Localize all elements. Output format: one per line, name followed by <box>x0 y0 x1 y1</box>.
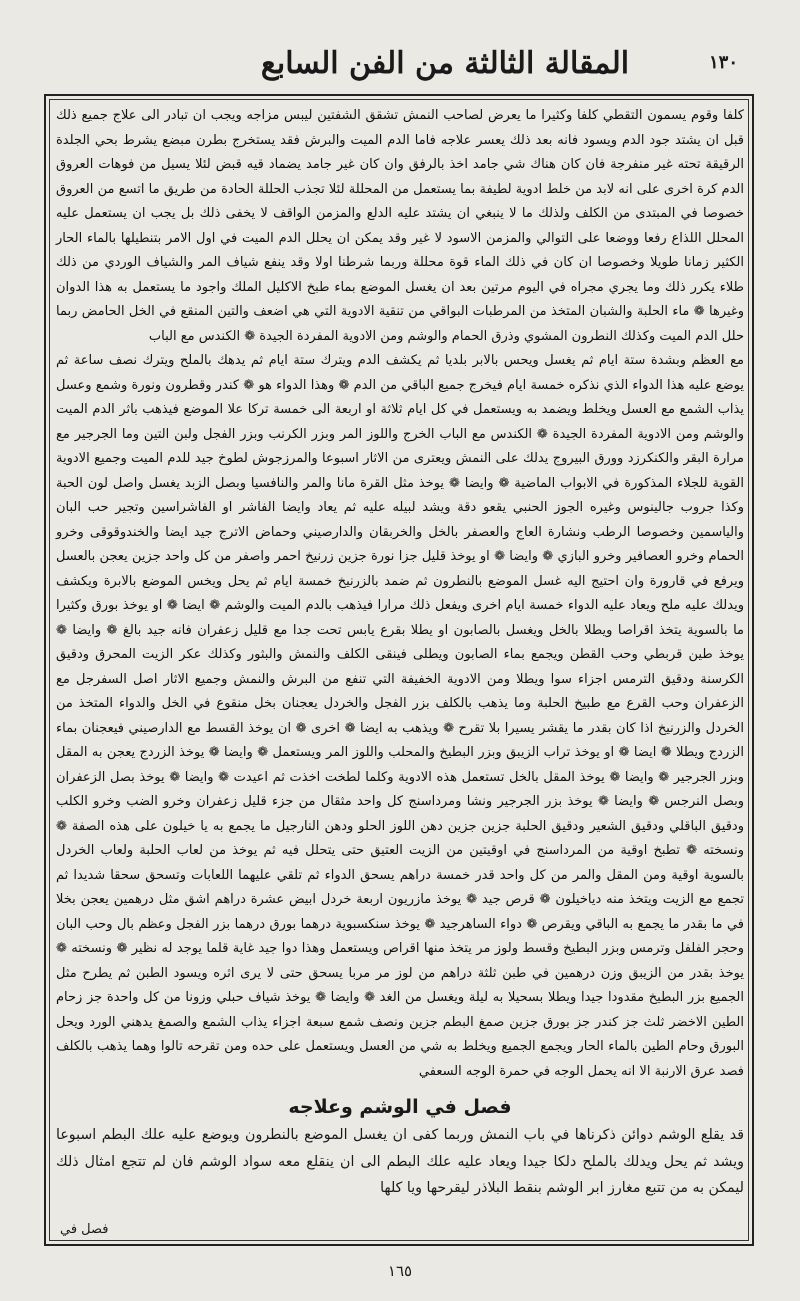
main-text-block <box>56 104 744 1084</box>
section-text: قد يقلع الوشم دوائن ذكرناها في باب النمش وربما كفى ان يغسل الموضع بالنطرون ويوضع عليه علك البطم اسبوعا ويشد ثم يحل ويدلك بالملح دلكا جيدا ويعاد عليه علك البطم الى ان ينقلع معه سواد الوشم فان لم تتجع امثال ذلك ليمكن به من تتبع مغارز ابر الوشم بنقط البلاذر ليقرحها ويا كلها <box>56 1127 744 1197</box>
section-heading: فصل في الوشم وعلاجه <box>288 1096 512 1118</box>
page-header <box>60 40 760 95</box>
catchword: فصل في <box>60 1222 109 1237</box>
page-number: ١٣٠ <box>708 52 738 73</box>
running-title: المقالة الثالثة من الفن السابع <box>260 46 630 81</box>
paragraph: كلفا وقوم يسمون التقطي كلفا وكثيرا ما يعرض لصاحب النمش تشقق الشفتين ليبس مزاجه ويجب ان تبادر الى علاج جميع ذلك قبل ان يشتد جود الدم ويسود فانه بعد ذلك يعسر علاجه فاما الدم الميت والبرش فقد يستخرج بطرن مبضع يشرط بحي الجلدة الرقيقة تحته غير منفرجة فان كان هناك شي جامد اخذ بالرفق وان كان غير جامد يضماد قيه قبض لئلا يسيل من فوهات العروق الدم كرة اخرى على انه لابد من خلط ادوية لطيفة بما يستعمل من المحللة لئلا تجذب الحللة الحادة من طريق ما اتسع من العروق خصوصا في المبتدى من الكلف ولذلك ما لا ينبغي ان يشتد عليه الدلع والمزمن الواقف لا يخفى ذلك بل يجب ان يستعمل عليه المحلل اللذاع رفعا ووضعا على التوالي والمزمن الاسود لا غير وقد يمكن ان يحلل الدم الميت في اول الامر بتنطيلها بالماء الحار الكثير زمانا طويلا وخصوصا ان كان في ذلك الماء قوة محللة وربما شرطنا اولا وقد ينفع شياف المر والشياف الوردي من ذلك طلاء يكرر ذلك وما يجري مجراه في اليوم مرتين بعد ان يغسل الموضع بماء طبخ الاكليل الملك واجود ما يستعمل به هذا الدوان وغيرها ❁ ماء الحلبة والشبان المتخذ من المرطبات البواقي من تنقية الادوية التي هي اضعف والتين المنقع في الخل الحامض ربما حلل الدم الميت وكذلك النطرون المشوي وذرق الحمام والوشم ومن الادوية المفردة الجيدة ❁ الكندس مع الباب <box>56 108 744 344</box>
folio-number: ١٦٥ <box>387 1262 413 1280</box>
paragraph: مع العظم وبشدة ستة ايام ثم يغسل ويحس بالابر بلديا ثم يكشف الدم ويترك ستة ايام ثم يدهك بالملح ويترك نصف ساعة ثم يوضع عليه هذا الدواء الذي نذكره خمسة ايام فيخرج جميع الباقي من الدم ❁ وهذا الدواء هو ❁ كندر وقطرون ونورة وشمع وعسل يذاب الشمع مع العسل ويخلط ويضمد به ويستعمل في كل ايام ثلاثة او اربعة الى خمسة تركا علا الموضع فيذهب باثر الدم الميت والوشم ومن الادوية المفردة الجيدة ❁ الكندس مع الباب الخرج واللوز المر وبزر الكرنب وبزر الفجل ولبن التين وما الجرجير مع مرارة البقر والكنكرزد وورق البيروج يدلك على النمش ويعترى من الاثار اسبوعا والمرزجوش لطوخ جيد للدم الميت وجميع الادوية القوية للجلاء المذكورة في الابواب الماضية ❁ وايضا ❁ يوخذ مثل القرة مانا والمر والنافسيا وبصل الزبد يغسل واصل لون الحبة وكذا جروب جالينوس وغيره الجوز الحنبي يقعو دقة ويشد لبيله عليه ثم يعاد وايضا الفاشر او الفاشراسين وتجير حب البان والياسمين وخصوصا الرطب ونشارة العاج والعصفر بالخل والخربقان والدارصيني وحماض الاترج جيد ايضا والخندوقوقى وخرو الحمام وخرو العصافير وخرو البازي ❁ وايضا ❁ او يوخذ قليل جزا نورة جزين زرنيخ احمر واصفر من كل واحد جزين يعجن بالعسل ويرفع في قارورة وان احتيج اليه غسل الموضع بالنطرون ثم ضمد بالزرنيخ خمسة ايام ثم يحل ويخس الموضع بالابرة ويكشف ويدلك عليه ملح ويعاد عليه الدواء خمسة ايام اخرى ويفعل ذلك مرارا فيذهب بالدم الميت والوشم ❁ ايضا ❁ او يوخذ بورق وكثيرا ما بالسوية يتخذ اقراصا ويطلا بالخل ويغسل بالصابون او يطلا بقرع يابس تحت جدا مع قليل زعفران فانه جيد بالغ ❁ وايضا ❁ يوخذ طين قربطي وحب القطن ويجمع بماء الصابون ويطلى فينقى الكلف والنمش والبثور وكذلك عكر الزيت المحرق ودقيق الكرسنة ودقيق الترمس اجزاء سوا ويطلا ومن الادوية الخفيفة التي تنفع من البرش والنمش وجميع الاثار اصل السفرجل مع الزعفران وحب القرع مع طبيخ الحلبة وما يذهب بالكلف بزر الفجل والخردل يعجنان بخل منقوع في الخل والدواء المتخذ من الخردل والزرنيخ اذا كان بقدر ما يقشر يسيرا بلا تقرح ❁ ويذهب به ايضا ❁ اخرى ❁ ان يوخذ القسط مع الدارصيني فيعجنان بماء الزردج ويطلا ❁ ايضا ❁ او يوخذ تراب الزيبق وبزر البطيخ والمحلب واللوز المر ويستعمل ❁ وايضا ❁ يوخذ الزردج يعجن به المقل وبزر الجرجير ❁ وايضا ❁ يوخذ المقل بالخل تستعمل هذه الادوية وكلما لطخت اخذت ثم اعيدت ❁ وايضا ❁ يوخذ بصل الزعفران وبصل النرجس ❁ وايضا ❁ يوخذ بزر الجرجير ونشا ومرداسنج كل واحد مثقال من جزء قليل زعفران وخرو الضب وخرو الكلب ودقيق الباقلي ودقيق الشعير ودقيق الحلبة جزين جزين دهن اللوز الحلو ودهن النارجيل ما يجمع به يا خيلون على هذه الصفة ❁ ونسخته ❁ تطبخ اوقية من المرداسنج في اوقيتين من الزيت العتيق حتى يتحلل فيه ثم يوخذ من لعاب الحلبة ولعاب الخردل بالسوية اوقية ومن المقل والمر من كل واحد قدر خمسة دراهم يسحق الدواء ثم تلقي عليهما اللعابات وتسحق سحقا شديدا ثم تجمع مع الزيت ويتخذ منه دياخيلون ❁ قرص جيد ❁ يوخذ مازريون اربعة خردل ابيض عشرة دراهم اشق مثل درهمين يعجن بخلا في ما بقدر ما يجمع به الباقي ويقرص ❁ دواء الساهرجيد ❁ يوخذ سنكسبوية درهما بورق درهما بزر الفجل وعظم بال وحب البان وحجر الفلفل وترمس وبزر البطيخ وقسط ولوز مر يتخذ منها اقراص ويستعمل وهذا دوا جيد غاية قلما يوجد له نظير ❁ ونسخته ❁ يوخذ بقدر من الزيبق وزن درهمين في طبن ثلثة دراهم من لوز مر مربا يسحق حتى لا يرى اثره ويسود الطبن ثم يطرح مثل الجميع بزر البطيخ مقدودا جيدا ويطلا بسحيلا به ليلة ويغسل من الغد ❁ وايضا ❁ يوخذ شياف حبلي وزونا من كل واحدة جز زحام الطين الاخضر ثلث جز كندر جز بورق جزين صمغ البطم جزين ونصف شمع سبعة اجزاء يذاب الشمع والصمغ يدهني الورد ويحل البورق وحام الطين بالماء الحار ويجمع الجميع ويخلط به شي من العسل ويستعمل على حده ومن تقرحه تالوا وهما يذهب بالكلف فصد عرق الارنبة الا انه يحمل الوجه في حمرة الوجه السعفي <box>56 353 744 1079</box>
